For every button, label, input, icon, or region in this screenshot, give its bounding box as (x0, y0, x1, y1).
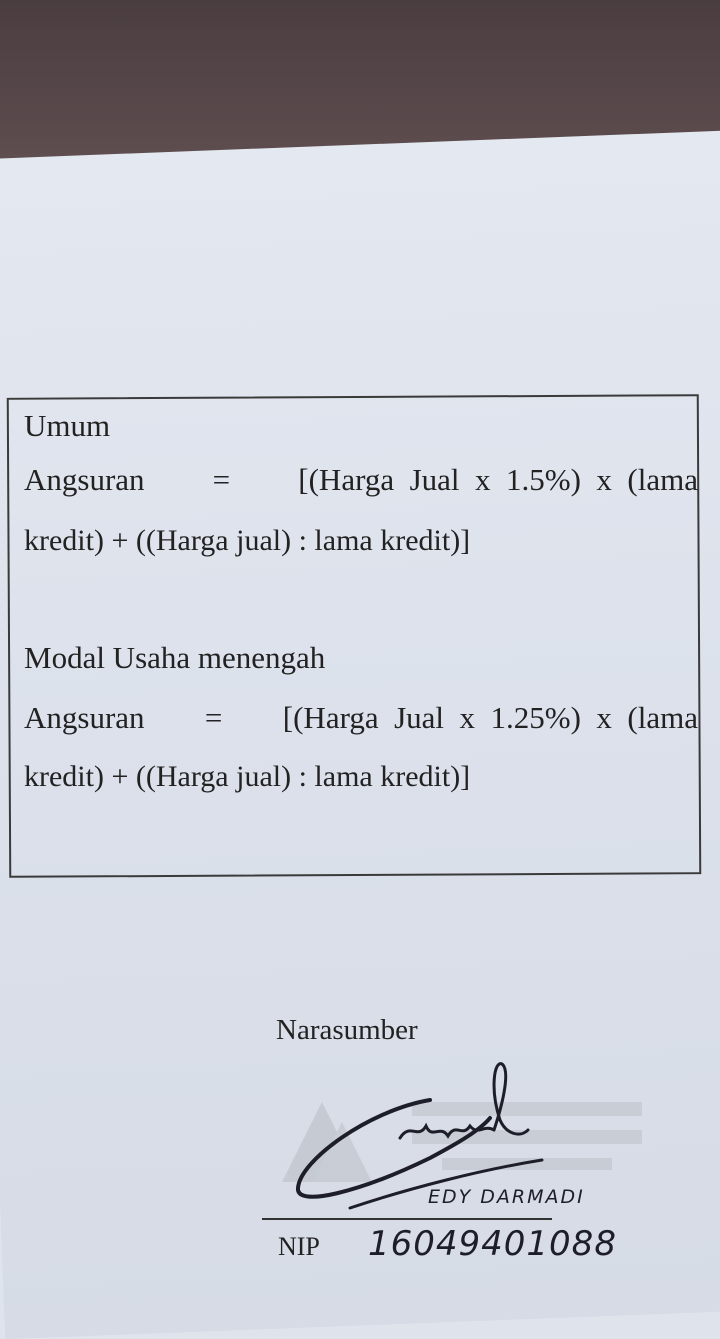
section-heading-modal-usaha: Modal Usaha menengah (24, 640, 326, 675)
nip-value: 16049401088 (368, 1224, 617, 1264)
formula-line-modal-2: kredit) + ((Harga jual) : lama kredit)] (24, 760, 471, 793)
nip-label: NIP (278, 1232, 320, 1261)
signature-title: Narasumber (276, 1014, 418, 1046)
formula-expression: [(Harga Jual x 1.25%) x (lama (282, 700, 698, 735)
handwritten-name: EDY DARMADI (428, 1186, 585, 1208)
signature-line (262, 1218, 552, 1220)
formula-label: Angsuran (24, 462, 145, 497)
formula-label: Angsuran (24, 700, 145, 735)
formula-equals: = (204, 700, 223, 735)
formula-equals: = (212, 462, 231, 497)
section-heading-umum: Umum (24, 408, 111, 443)
formula-line-umum-2: kredit) + ((Harga jual) : lama kredit)] (24, 524, 471, 557)
formula-expression: [(Harga Jual x 1.5%) x (lama (298, 462, 698, 497)
